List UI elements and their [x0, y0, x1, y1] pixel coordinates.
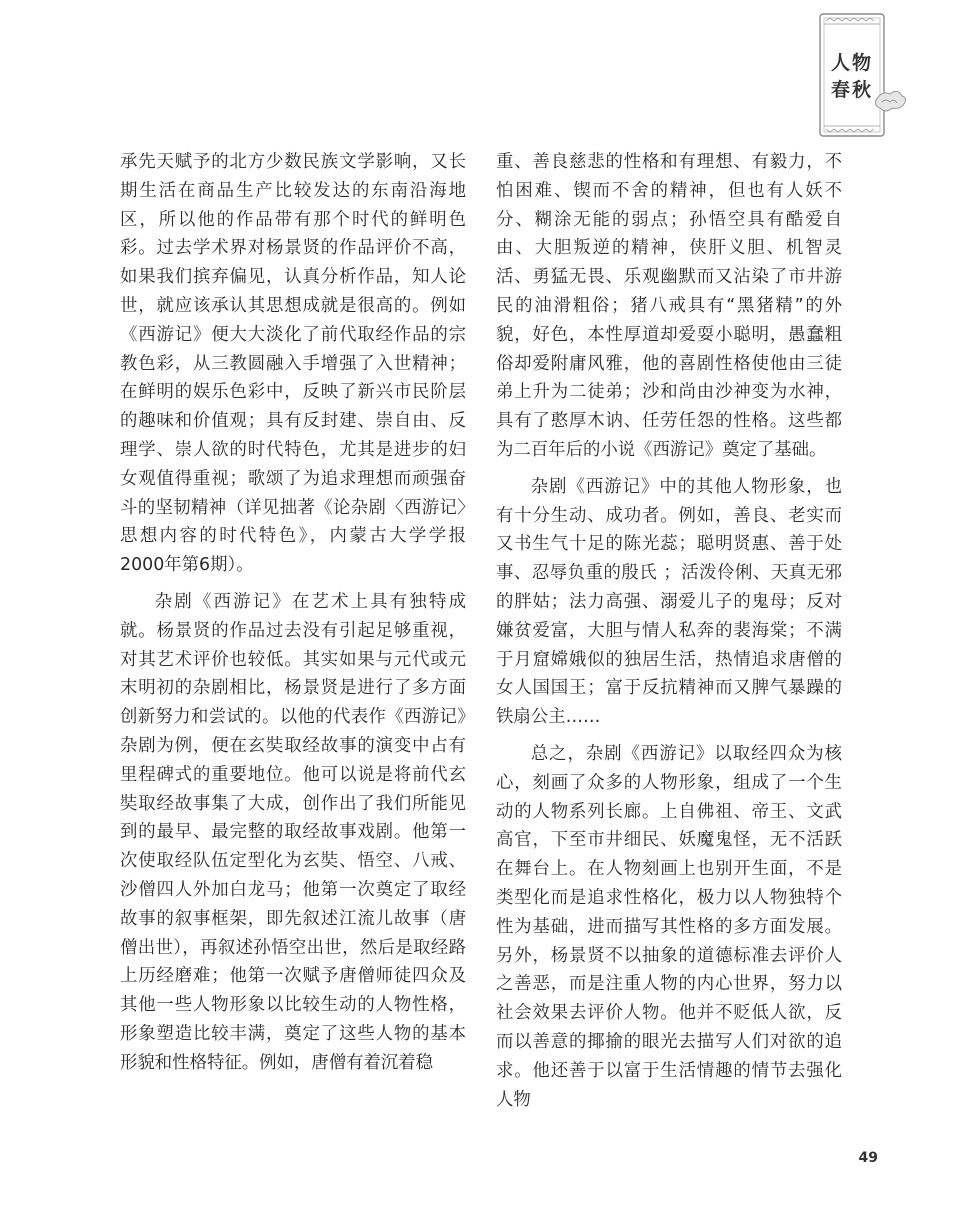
- section-title: [826, 50, 878, 104]
- left-column: [120, 148, 466, 1078]
- section-title-line-1: 人物: [830, 52, 873, 74]
- section-title-line-2: 春秋: [830, 79, 873, 101]
- section-badge: [816, 10, 888, 138]
- paragraph: 承先天赋予的北方少数民族文学影响，又长期生活在商品生产比较发达的东南沿海地区，所以他的作品带有那个时代的鲜明色彩。过去学术界对杨景贤的作品评价不高，如果我们摈弃偏见，认真分析作品，知人论世，就应该承认其思想成就是很高的。例如《西游记》便大大淡化了前代取经作品的宗教色彩，从三教圆融入手增强了入世精神；在鲜明的娱乐色彩中，反映了新兴市民阶层的趣味和价值观；具有反封建、崇自由、反理学、崇人欲的时代特色，尤其是进步的妇女观值得重视；歌颂了为追求理想而顽强奋斗的坚韧精神（详见拙著《论杂剧〈西游记〉思想内容的时代特色》，内蒙古大学学报2000年第6期）。: [120, 152, 466, 576]
- paragraph: 杂剧《西游记》中的其他人物形象，也有十分生动、成功者。例如，善良、老实而又书生气十足的陈光蕊；聪明贤惠、善于处事、忍辱负重的殷氏 ；活泼伶俐、天真无邪的胖姑；法力高强、溺爱儿子的鬼母；反对嫌贫爱富，大胆与情人私奔的裴海棠；不满于月窟嫦娥似的独居生活，热情追求唐僧的女人国国王；富于反抗精神而又脾气暴躁的铁扇公主……: [496, 476, 842, 728]
- paragraph: 重、善良慈悲的性格和有理想、有毅力，不怕困难、锲而不舍的精神，但也有人妖不分、糊涂无能的弱点；孙悟空具有酷爱自由、大胆叛逆的精神，侠肝义胆、机智灵活、勇猛无畏、乐观幽默而又沾染了市井游民的油滑粗俗；猪八戒具有“黑猪精”的外貌，好色，本性厚道却爱耍小聪明，愚蠢粗俗却爱附庸风雅，他的喜剧性格使他由三徒弟上升为二徒弟；沙和尚由沙神变为水神，具有了憨厚木讷、任劳任怨的性格。这些都为二百年后的小说《西游记》奠定了基础。: [496, 152, 842, 460]
- paragraph: 杂剧《西游记》在艺术上具有独特成就。杨景贤的作品过去没有引起足够重视，对其艺术评价也较低。其实如果与元代或元末明初的杂剧相比，杨景贤是进行了多方面创新努力和尝试的。以他的代表作《西游记》杂剧为例，便在玄奘取经故事的演变中占有里程碑式的重要地位。他可以说是将前代玄奘取经故事集了大成，创作出了我们所能见到的最早、最完整的取经故事戏剧。他第一次使取经队伍定型化为玄奘、悟空、八戒、沙僧四人外加白龙马；他第一次奠定了取经故事的叙事框架，即先叙述江流儿故事（唐僧出世），再叙述孙悟空出世，然后是取经路上历经磨难；他第一次赋予唐僧师徒四众及其他一些人物形象以比较生动的人物性格，形象塑造比较丰满，奠定了这些人物的基本形貌和性格特征。例如，唐僧有着沉着稳: [120, 591, 466, 1073]
- right-column: [496, 148, 842, 1114]
- paragraph: 总之，杂剧《西游记》以取经四众为核心，刻画了众多的人物形象，组成了一个生动的人物系列长廊。上自佛祖、帝王、文武高官，下至市井细民、妖魔鬼怪，无不活跃在舞台上。在人物刻画上也别开生面，不是类型化而是追求性格化，极力以人物独特个性为基础，进而描写其性格的多方面发展。另外，杨景贤不以抽象的道德标准去评价人之善恶，而是注重人物的内心世界，努力以社会效果去评价人物。他并不贬低人欲，反而以善意的揶揄的眼光去描写人们对欲的追求。他还善于以富于生活情趣的情节去强化人物: [496, 743, 842, 1110]
- page-number: 49: [858, 1150, 878, 1166]
